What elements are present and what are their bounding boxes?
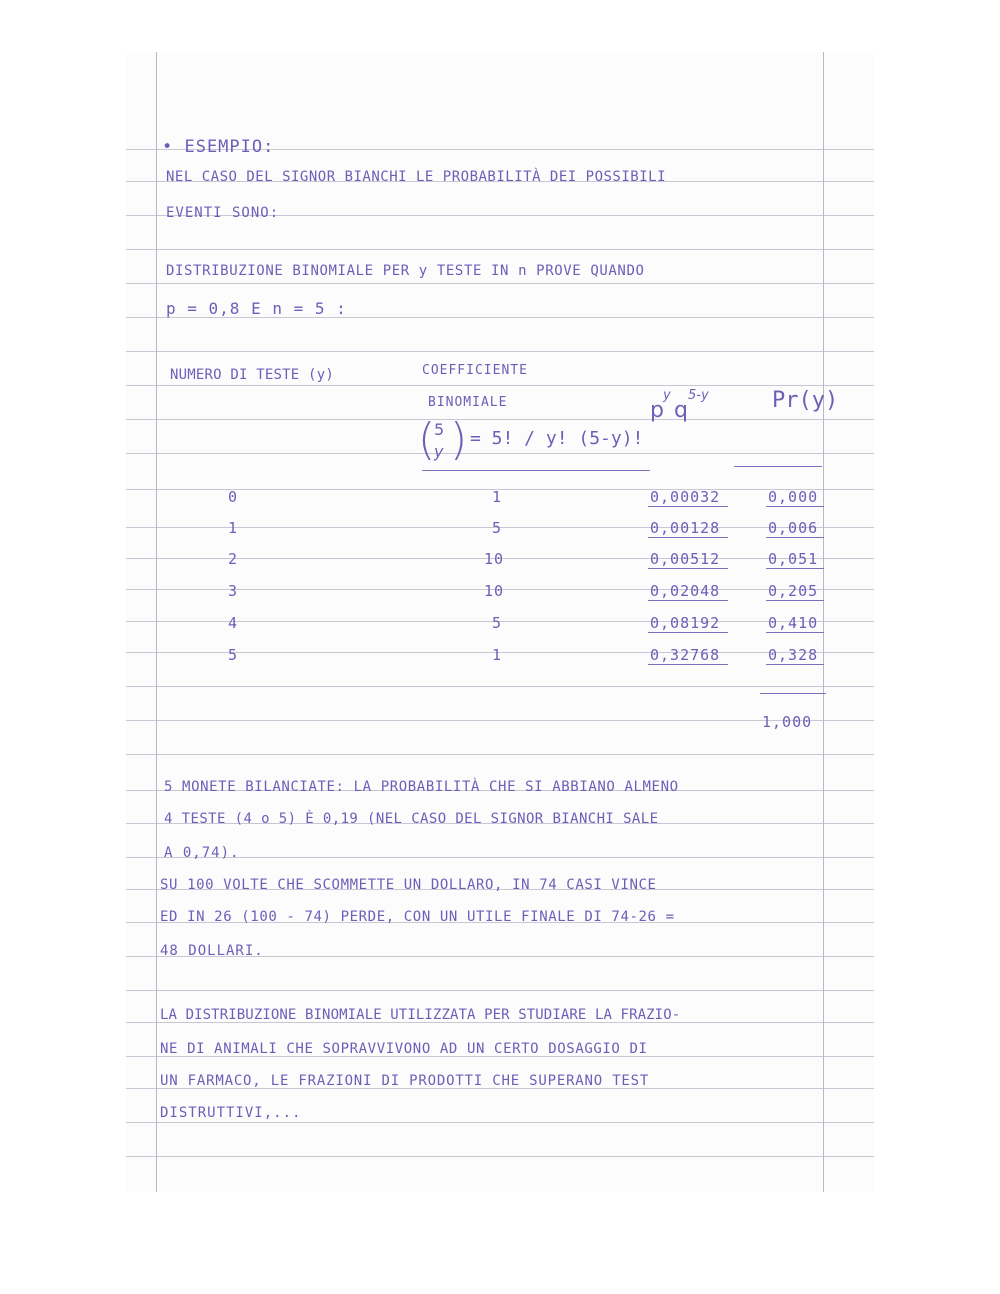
cell-coefficient: 10 [484, 550, 505, 568]
cell-probability: 0,410 [768, 614, 819, 632]
cell-probability: 0,205 [768, 582, 819, 600]
distribution-line-2: p = 0,8 E n = 5 : [166, 299, 347, 318]
ruled-line [126, 419, 874, 420]
cell-underline [766, 600, 824, 601]
cell-underline [648, 600, 728, 601]
cell-pq: 0,00128 [650, 519, 721, 537]
coins-line-1: 5 MONETE BILANCIATE: LA PROBABILITÀ CHE SI ABBIANO ALMENO [164, 779, 679, 795]
example-header: • ESEMPIO: [162, 137, 275, 157]
coins-line-6: 48 DOLLARI. [160, 943, 264, 959]
cell-probability: 0,006 [768, 519, 819, 537]
cell-coefficient: 5 [492, 614, 503, 632]
cell-pq: 0,00512 [650, 550, 721, 568]
binom-top: 5 [434, 420, 445, 439]
right-margin-line [823, 52, 824, 1192]
cell-underline [648, 506, 728, 507]
cell-coefficient: 5 [492, 519, 503, 537]
usage-line-1: LA DISTRIBUZIONE BINOMIALE UTILIZZATA PER STUDIARE LA FRAZIO- [160, 1007, 681, 1023]
total-separator [760, 693, 826, 694]
intro-line-1: NEL CASO DEL SIGNOR BIANCHI LE PROBABILITÀ DEI POSSIBILI [166, 169, 667, 185]
cell-underline [648, 664, 728, 665]
ruled-line [126, 453, 874, 454]
cell-y: 3 [228, 582, 239, 600]
ruled-line [126, 1122, 874, 1123]
ruled-line [126, 754, 874, 755]
coefficient-formula: = 5! / y! (5-y)! [470, 428, 644, 449]
cell-underline [766, 664, 824, 665]
header-coefficient-1: COEFFICIENTE [422, 363, 528, 378]
intro-line-2: EVENTI SONO: [166, 205, 280, 221]
ruled-line [126, 990, 874, 991]
cell-y: 2 [228, 550, 239, 568]
coins-line-2: 4 TESTE (4 o 5) È 0,19 (NEL CASO DEL SIGNOR BIANCHI SALE [164, 811, 659, 827]
binom-bottom: y [434, 442, 444, 461]
header-heads-count: NUMERO DI TESTE (y) [170, 367, 334, 383]
cell-underline [766, 537, 824, 538]
cell-pq: 0,00032 [650, 488, 721, 506]
header-coefficient-2: BINOMIALE [428, 395, 508, 410]
coins-line-5: ED IN 26 (100 - 74) PERDE, CON UN UTILE FINALE DI 74-26 = [160, 909, 675, 925]
ruled-line [126, 249, 874, 250]
ruled-line [126, 351, 874, 352]
cell-underline [766, 568, 824, 569]
distribution-line-1: DISTRIBUZIONE BINOMIALE PER y TESTE IN n PROVE QUANDO [166, 263, 645, 279]
cell-probability: 0,000 [768, 488, 819, 506]
ruled-line [126, 283, 874, 284]
header-probability: Pr(y) [772, 388, 839, 413]
cell-coefficient: 10 [484, 582, 505, 600]
cell-underline [766, 632, 824, 633]
coins-line-3: A 0,74). [164, 845, 240, 861]
header-separator-left [422, 470, 650, 471]
cell-y: 5 [228, 646, 239, 664]
ruled-line [126, 686, 874, 687]
ruled-line [126, 385, 874, 386]
usage-line-3: UN FARMACO, LE FRAZIONI DI PRODOTTI CHE SUPERANO TEST [160, 1073, 650, 1089]
cell-pq: 0,32768 [650, 646, 721, 664]
cell-pq: 0,02048 [650, 582, 721, 600]
cell-probability: 0,051 [768, 550, 819, 568]
cell-y: 1 [228, 519, 239, 537]
binomial-coefficient-symbol: ( 5 y ) [418, 414, 468, 465]
left-margin-line [156, 52, 157, 1192]
coins-line-4: SU 100 VOLTE CHE SCOMMETTE UN DOLLARO, IN 74 CASI VINCE [160, 877, 657, 893]
cell-underline [648, 568, 728, 569]
cell-y: 0 [228, 488, 239, 506]
probability-total: 1,000 [762, 713, 813, 731]
cell-coefficient: 1 [492, 488, 503, 506]
cell-underline [648, 537, 728, 538]
cell-coefficient: 1 [492, 646, 503, 664]
cell-underline [648, 632, 728, 633]
usage-line-4: DISTRUTTIVI,... [160, 1105, 302, 1121]
ruled-line [126, 1156, 874, 1157]
header-separator-right [734, 466, 822, 467]
power-term-header: p y q 5-y [650, 388, 709, 423]
usage-line-2: NE DI ANIMALI CHE SOPRAVVIVONO AD UN CERTO DOSAGGIO DI [160, 1041, 648, 1057]
cell-underline [766, 506, 824, 507]
cell-pq: 0,08192 [650, 614, 721, 632]
cell-probability: 0,328 [768, 646, 819, 664]
notebook-page [126, 52, 874, 1192]
cell-y: 4 [228, 614, 239, 632]
